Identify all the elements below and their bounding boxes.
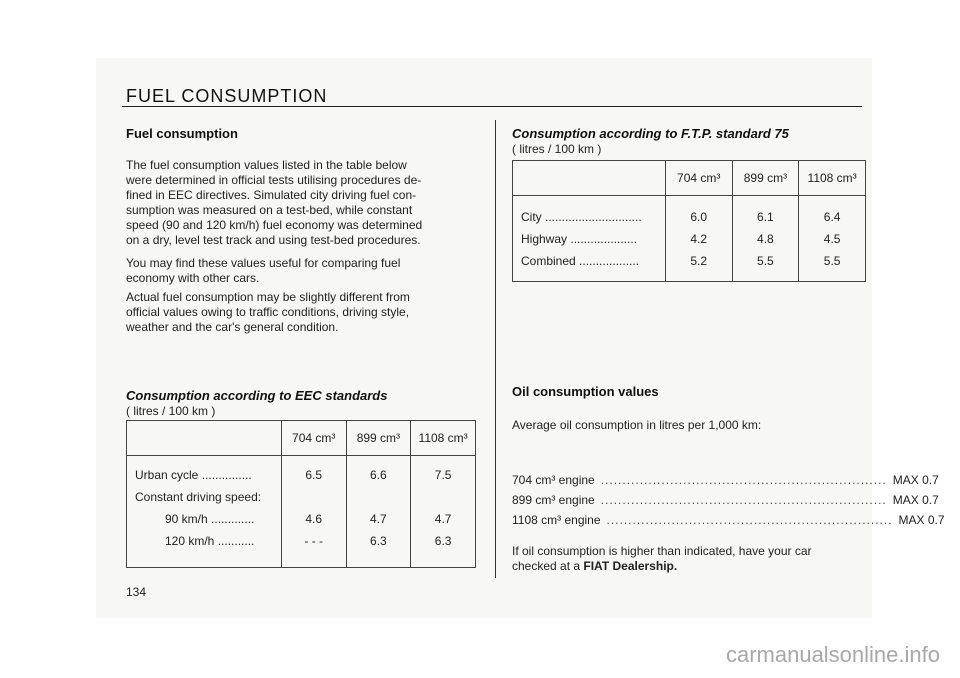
text-line: The fuel consumption values listed in the table below — [126, 158, 407, 172]
constant-speed-label: Constant driving speed: — [135, 490, 262, 504]
text-line: Actual fuel consumption may be slightly different from — [126, 290, 410, 304]
value-cell: 5.5 — [823, 254, 841, 268]
page-number: 134 — [126, 585, 147, 599]
comparison-paragraph — [126, 256, 400, 286]
ftp-units: ( litres / 100 km ) — [512, 142, 602, 156]
highway-label: Highway .................... — [521, 232, 638, 246]
ftp-col-704 — [665, 196, 732, 282]
dealership-emphasis: FIAT Dealership. — [583, 559, 678, 573]
title-rule — [122, 106, 862, 107]
eec-col-header: 704 cm³ — [281, 421, 346, 456]
ftp-col-header: 704 cm³ — [665, 161, 732, 196]
value-cell: 6.5 — [305, 468, 323, 482]
oil-engine-label: 704 cm³ engine — [512, 473, 595, 487]
speed-90-label: 90 km/h ............. — [165, 512, 255, 526]
ftp-col-899 — [732, 196, 799, 282]
spacer — [282, 486, 346, 508]
watermark: carmanualsonline.info — [725, 642, 940, 667]
dot-leader: .................................................................. — [600, 493, 887, 507]
text-line: sumption was measured on a test-bed, while constant — [126, 203, 413, 217]
value-cell: 4.8 — [757, 232, 774, 246]
value-cell: 6.1 — [757, 210, 774, 224]
text-line: fined in EEC directives. Simulated city driving fuel con- — [126, 188, 417, 202]
oil-note — [512, 544, 812, 574]
value-cell: 6.3 — [370, 534, 387, 548]
text-line: If oil consumption is higher than indicated, have your car — [512, 544, 812, 558]
value-cell: 4.2 — [690, 232, 708, 246]
value-cell: 4.7 — [434, 512, 452, 526]
eec-row-labels — [127, 456, 282, 568]
oil-engine-label: 1108 cm³ engine — [512, 513, 601, 527]
ftp-table — [512, 160, 866, 282]
eec-col-899 — [346, 456, 411, 568]
value-cell: 6.3 — [434, 534, 452, 548]
oil-row-704 — [512, 470, 939, 490]
value-cell: 4.6 — [305, 512, 323, 526]
oil-consumption-heading: Oil consumption values — [512, 384, 659, 399]
ftp-col-header: 899 cm³ — [732, 161, 799, 196]
oil-value: MAX 0.7 — [892, 473, 939, 487]
dot-leader: .................................................................. — [600, 473, 887, 487]
eec-heading: Consumption according to EEC standards — [126, 388, 388, 403]
value-cell: - - - — [304, 534, 324, 548]
eec-corner-cell — [127, 421, 282, 456]
text-line: You may find these values useful for comparing fuel — [126, 256, 401, 270]
oil-value: MAX 0.7 — [892, 493, 939, 507]
text-line: official values owing to traffic conditions, driving style, — [126, 305, 410, 319]
value-cell: 6.4 — [823, 210, 841, 224]
value-cell: 4.5 — [823, 232, 841, 246]
value-cell: 6.0 — [690, 210, 708, 224]
note-prefix: checked at a — [512, 559, 584, 573]
section-title: FUEL CONSUMPTION — [126, 86, 328, 106]
oil-intro: Average oil consumption in litres per 1,000 km: — [512, 418, 762, 432]
text-line — [512, 559, 812, 574]
eec-col-header: 1108 cm³ — [411, 421, 476, 456]
column-divider — [495, 120, 496, 578]
value-cell: 5.5 — [757, 254, 774, 268]
text-line: weather and the car's general condition. — [126, 320, 339, 334]
city-label: City ............................. — [521, 210, 642, 224]
oil-values-list — [512, 470, 945, 530]
intro-paragraph — [126, 158, 422, 248]
text-line: economy with other cars. — [126, 271, 260, 285]
ftp-heading: Consumption according to F.T.P. standard 75 — [512, 126, 789, 141]
oil-engine-label: 899 cm³ engine — [512, 493, 595, 507]
speed-120-label: 120 km/h ........... — [165, 534, 255, 548]
oil-row-899 — [512, 490, 939, 510]
text-line: were determined in official tests utilising procedures de- — [126, 173, 422, 187]
text-line: on a dry, level test track and using test-bed procedures. — [126, 233, 421, 247]
ftp-col-header: 1108 cm³ — [799, 161, 866, 196]
urban-cycle-label: Urban cycle ............... — [135, 468, 252, 482]
value-cell: 4.7 — [370, 512, 387, 526]
spacer — [347, 486, 411, 508]
value-cell: 6.6 — [370, 468, 387, 482]
ftp-corner-cell — [513, 161, 666, 196]
text-line: speed (90 and 120 km/h) fuel economy was determined — [126, 218, 423, 232]
oil-row-1108 — [512, 510, 945, 530]
eec-col-704 — [281, 456, 346, 568]
combined-label: Combined .................. — [521, 254, 640, 268]
value-cell: 7.5 — [434, 468, 452, 482]
eec-table — [126, 420, 476, 568]
ftp-row-labels — [513, 196, 666, 282]
oil-value: MAX 0.7 — [898, 513, 945, 527]
ftp-col-1108 — [799, 196, 866, 282]
eec-units: ( litres / 100 km ) — [126, 404, 216, 418]
actual-consumption-paragraph — [126, 290, 410, 335]
fuel-consumption-heading: Fuel consumption — [126, 126, 238, 141]
eec-col-header: 899 cm³ — [346, 421, 411, 456]
eec-col-1108 — [411, 456, 476, 568]
spacer — [411, 486, 475, 508]
dot-leader: .................................................................. — [606, 513, 893, 527]
value-cell: 5.2 — [690, 254, 708, 268]
